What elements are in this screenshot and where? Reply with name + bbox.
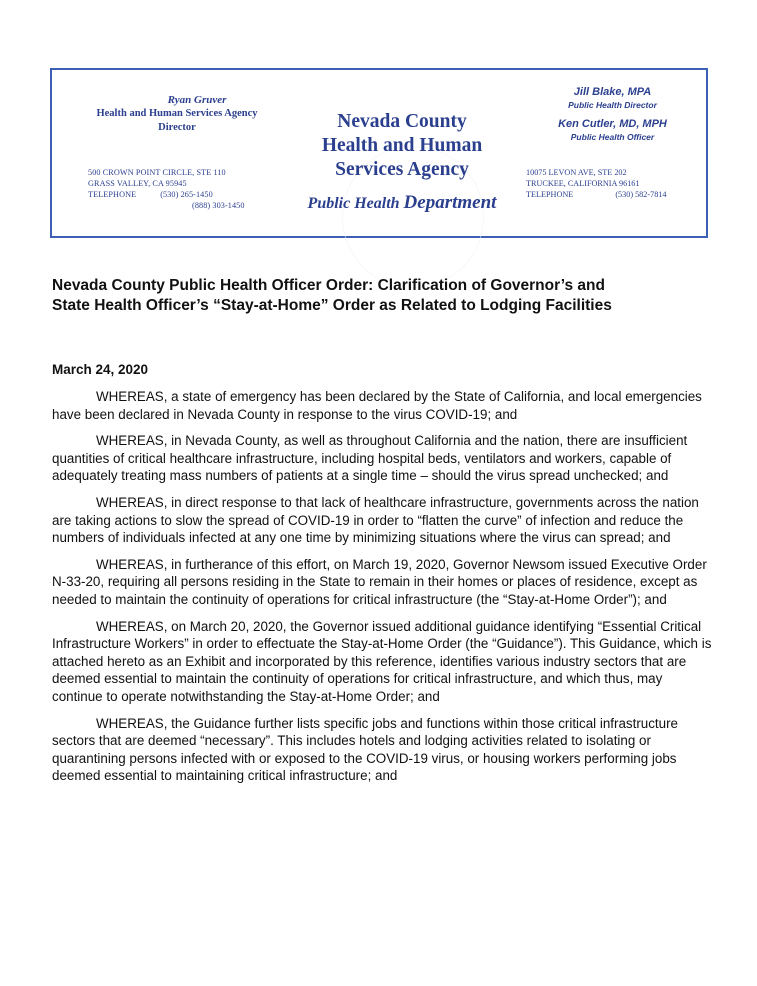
right-address-line2: TRUCKEE, CALIFORNIA 96161 — [526, 179, 640, 188]
left-address-line1: 500 CROWN POINT CIRCLE, STE 110 — [88, 168, 226, 177]
department-prefix: Public Health — [307, 195, 404, 212]
right-telephone-row — [526, 189, 666, 200]
whereas-paragraph-5: WHEREAS, on March 20, 2020, the Governor issued additional guidance identifying “Essential Critical Infrastructure Workers” in order to effectuate the Stay-at-Home Order (the “Guidance”). This Guidance, which is attached hereto as an Exhibit and incorporated by this reference, identifies various industry sectors that are deemed essential to maintain the continuity of operations for critical infrastructure, and which thus, may continue to operate notwithstanding the Stay-at-Home Order; and — [52, 618, 712, 704]
public-health-officer-title: Public Health Officer — [570, 132, 655, 142]
right-telephone: (530) 582-7814 — [615, 190, 667, 199]
right-address — [526, 167, 666, 200]
whereas-paragraph-6: WHEREAS, the Guidance further lists specific jobs and functions within those critical infrastructure sectors that are deemed “necessary”. This includes hotels and lodging activities related to isolating or quarantining persons infected with or exposed to the COVID-19 virus, or housing workers performing jobs deemed essential to maintaining critical infrastructure; and — [52, 715, 678, 784]
agency-name-line1: Nevada County — [337, 111, 467, 132]
document-body — [52, 388, 712, 794]
left-telephone-label: TELEPHONE — [88, 190, 137, 199]
right-telephone-label: TELEPHONE — [526, 190, 574, 199]
letterhead — [50, 68, 708, 238]
document-title-line2: State Health Officer’s “Stay-at-Home” Order as Related to Lodging Facilities — [52, 297, 612, 314]
agency-director-title: Director — [158, 122, 196, 133]
agency-director-name: Ryan Gruver — [167, 94, 227, 106]
document-title-line1: Nevada County Public Health Officer Order: Clarification of Governor’s and — [52, 277, 605, 294]
agency-name-line2: Health and Human — [321, 135, 483, 156]
whereas-paragraph-3: WHEREAS, in direct response to that lack of healthcare infrastructure, governments across the nation are taking actions to slow the spread of COVID-19 in order to “flatten the curve” of infection and reduce the numbers of individuals infected at any one time by minimizing situations where the virus can spread; and — [52, 494, 699, 546]
public-health-director-name: Jill Blake, MPA — [573, 86, 652, 98]
agency-name-small: Health and Human Services Agency — [96, 108, 258, 119]
whereas-paragraph-4: WHEREAS, in furtherance of this effort, on March 19, 2020, Governor Newsom issued Executive Order N-33-20, requiring all persons residing in the State to remain in their homes or places of residence, except as needed to maintain the continuity of operations for critical infrastructure (the “Stay-at-Home Order”); and — [52, 556, 707, 607]
left-address-line2: GRASS VALLEY, CA 95945 — [88, 179, 187, 188]
document-date: March 24, 2020 — [52, 362, 149, 377]
left-telephone-2: (888) 303-1450 — [192, 201, 245, 210]
agency-name-line3: Services Agency — [335, 159, 469, 180]
left-telephone-1: (530) 265-1450 — [160, 190, 213, 199]
left-telephone-row — [88, 189, 245, 200]
left-address — [88, 167, 245, 211]
department-name — [277, 192, 527, 214]
department-word: Department — [403, 192, 497, 213]
document-title — [52, 276, 712, 316]
whereas-paragraph-2: WHEREAS, in Nevada County, as well as throughout California and the nation, there are insufficient quantities of critical healthcare infrastructure, including hospital beds, ventilators and workers, capable of adequately treating mass numbers of patients at a single time – should the virus spread unchecked; and — [52, 433, 688, 484]
left-telephone-row-2 — [88, 200, 245, 211]
public-health-officer-name: Ken Cutler, MD, MPH — [558, 118, 667, 130]
whereas-paragraph-1: WHEREAS, a state of emergency has been declared by the State of California, and local emergencies have been declared in Nevada County in response to the virus COVID-19; and — [52, 389, 702, 422]
right-address-line1: 10075 LEVON AVE, STE 202 — [526, 168, 627, 177]
public-health-director-title: Public Health Director — [568, 100, 657, 110]
